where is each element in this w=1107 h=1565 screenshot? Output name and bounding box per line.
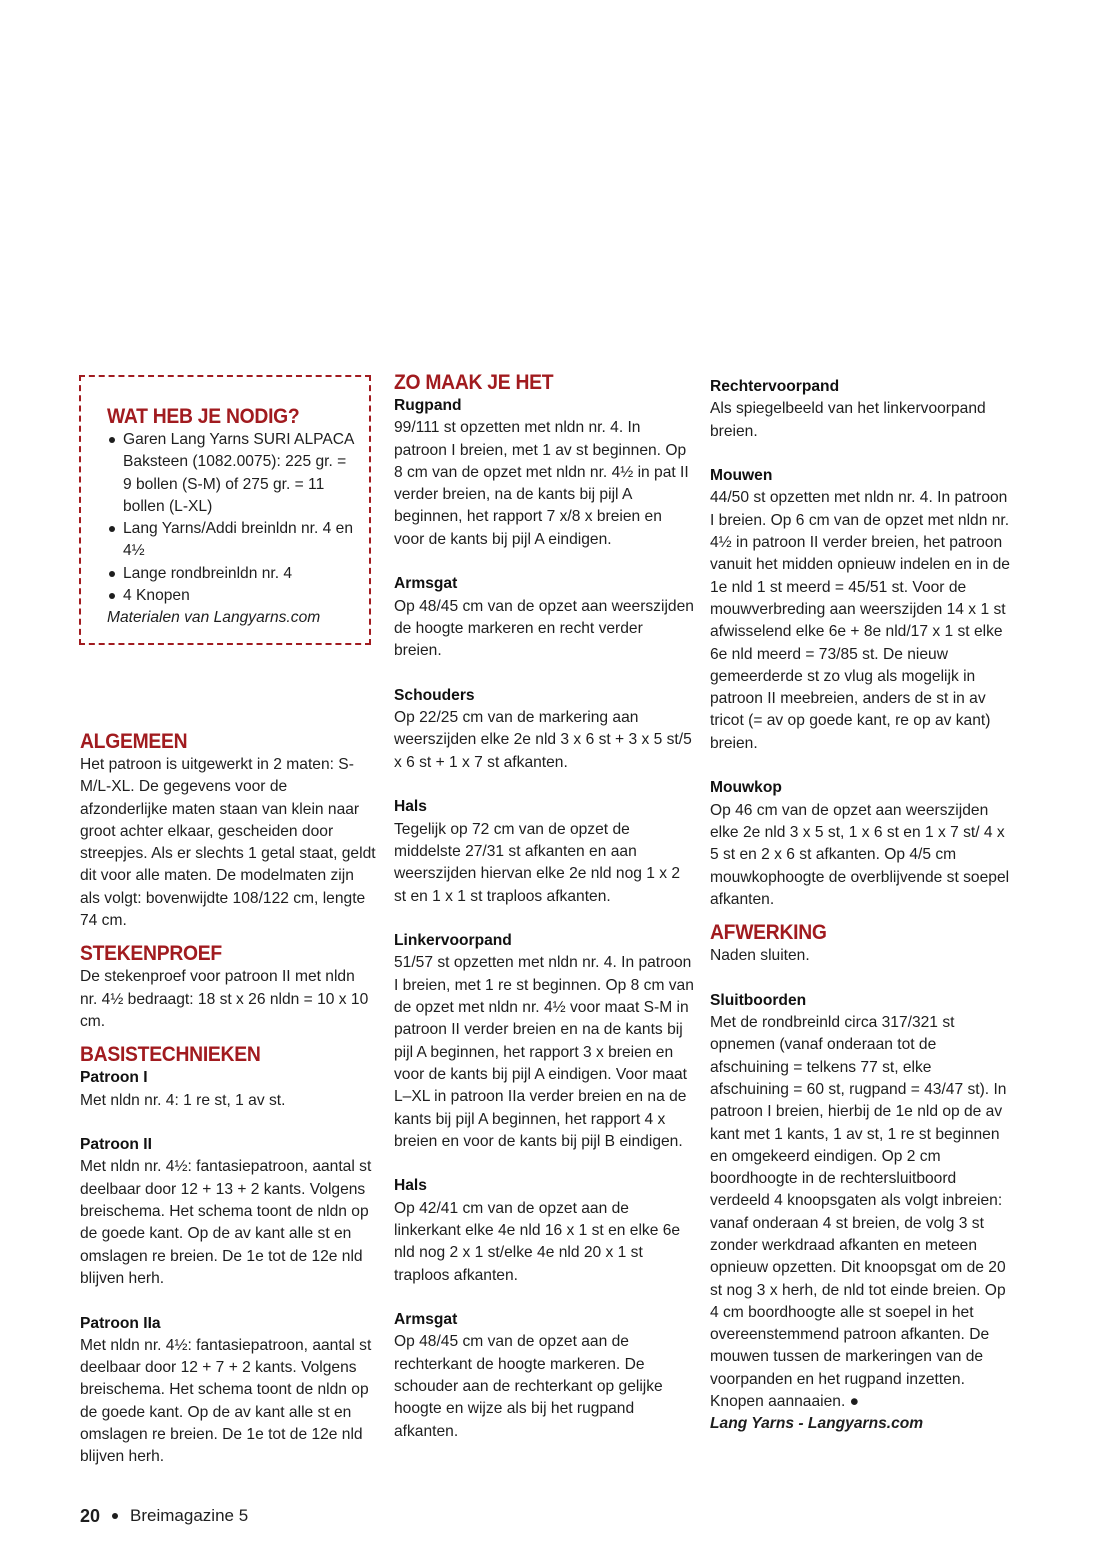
section-title-stekenproef: STEKENPROEF [80,942,222,966]
hals-text: Tegelijk op 72 cm van de opzet de middelste 27/31 st afkanten en aan weerszijden hiervan elke 2e nld nog 1 x 2 st en 1 x 1 st traploos afkanten. [394,820,681,905]
linkervoorpand-text: 51/57 st opzetten met nldn nr. 4. In patroon I breien, met 1 re st beginnen. Op 8 cm van de opzet met nldn nr. 4½ voor maat S-M in patroon II verder breien en na de kants bij pijl A beginnen, het rapport 3 x breien en voor de kants bij pijl A eindigen. Voor maat L–XL in patroon IIa verder breien en na de kants bij pijl A beginnen, het rapport 4 x breien en voor de kants bij pijl B eindigen. [394,954,694,1150]
materials-title: WAT HEB JE NODIG? [107,405,300,428]
materials-item: Lang Yarns/Addi breinldn nr. 4 en 4½ [107,518,359,563]
rugpand-text: 99/111 st opzetten met nldn nr. 4. In patroon I breien, met 1 av st beginnen. Op 8 cm van de opzet met nldn nr. 4½ in pat II verder breien, na de kants bij pijl A beginnen, het rapport 7 x/8 x breien en voor de kants bij pijl A eindigen. [394,419,689,548]
section-title-afwerking: AFWERKING [710,921,827,945]
page-number: 20 [80,1506,101,1526]
subheading-rechtervoorpand: Rechtervoorpand [710,378,840,395]
credit-line: Lang Yarns - Langyarns.com [710,1415,924,1433]
patroon-2a-text: Met nldn nr. 4½: fantasiepatroon, aantal st deelbaar door 12 + 7 + 2 kants. Volgens breischema. Het schema toont de nldn op de goede kant. Op de av kant alle st en omslagen re breien. De 1e tot de 12e nld blijven herh. [80,1336,372,1466]
subheading-hals: Hals [394,798,427,816]
subheading-sluitboorden: Sluitboorden [710,991,807,1009]
rechtervoorpand-text: Als spiegelbeeld van het linkervoorpand breien. [710,400,986,440]
page-footer [80,1505,248,1527]
materials-item: Lange rondbreinldn nr. 4 [107,563,359,585]
materials-note: Materialen van Langyarns.com [107,609,321,627]
subheading-patroon-2a: Patroon IIa [80,1314,161,1332]
subheading-armsgat: Armsgat [394,575,458,593]
subheading-mouwkop: Mouwkop [710,779,782,797]
section-title-basistechnieken: BASISTECHNIEKEN [80,1043,261,1067]
hals-voorpand-text: Op 42/41 cm van de opzet aan de linkerkant elke 4e nld 16 x 1 st en elke 6e nld nog 2 x 1 st/elke 4e nld 20 x 1 st traploos afkanten. [394,1199,681,1284]
bullet-separator-icon [112,1513,118,1519]
column-middle [394,371,694,1443]
patroon-2-text: Met nldn nr. 4½: fantasiepatroon, aantal st deelbaar door 12 + 13 + 2 kants. Volgens breischema. Het schema toont de nldn op de goede kant. Op de av kant alle st en omslagen re breien. De 1e tot de 12e nld blijven herh. [80,1158,372,1287]
stekenproef-text: De stekenproef voor patroon II met nldn nr. 4½ bedraagt: 18 st x 26 nldn = 10 x 10 cm. [80,968,369,1030]
schouders-text: Op 22/25 cm van de markering aan weerszijden elke 2e nld 3 x 6 st + 3 x 5 st/5 x 6 st + 1 x 7 st afkanten. [394,709,692,771]
column-left [80,730,376,1469]
materials-box [79,375,371,645]
subheading-linkervoorpand: Linkervoorpand [394,932,512,950]
materials-item: 4 Knopen [107,585,359,607]
armsgat-voorpand-text: Op 48/45 cm van de opzet aan de rechterkant de hoogte markeren. De schouder aan de rechterkant op gelijke hoogte en wijze als bij het rugpand afkanten. [394,1333,663,1440]
materials-item: Garen Lang Yarns SURI ALPACA Baksteen (1082.0075): 225 gr. = 9 bollen (S-M) of 275 gr. = 11 bollen (L-XL) [107,429,359,518]
mouwen-text: 44/50 st opzetten met nldn nr. 4. In patroon I breien. Op 6 cm van de opzet met nldn nr. 4½ in patroon II verder breien, het patroon vanuit het midden opnieuw indelen en in de 1e nld 1 st meerd = 45/51 st. Voor de mouwverbreding aan weerszijden 14 x 1 st afwisselend elke 6e + 8e nld/17 x 1 st elke 6e nld meerd = 73/85 st. De nieuw gemeerderde st zo vlug als mogelijk in patroon II meebreien, anders de st in av tricot (= av op goede kant, re op av kant) breien. [710,489,1010,752]
subheading-mouwen: Mouwen [710,467,773,485]
patroon-1-text: Met nldn nr. 4: 1 re st, 1 av st. [80,1091,286,1109]
armsgat-text: Op 48/45 cm van de opzet aan weerszijden de hoogte markeren en recht verder breien. [394,597,694,660]
magazine-name: Breimagazine 5 [130,1506,249,1525]
subheading-patroon-2: Patroon II [80,1136,152,1154]
mouwkop-text: Op 46 cm van de opzet aan weerszijden elke 2e nld 3 x 5 st, 1 x 6 st en 1 x 7 st/ 4 x 5 st en 2 x 6 st afkanten. Op 4/5 cm mouwkophoogte de overblijvende st soepel afkanten. [710,801,1010,908]
subheading-armsgat-voorpand: Armsgat [394,1311,458,1329]
column-right [710,376,1010,1436]
algemeen-text: Het patroon is uitgewerkt in 2 maten: S-M/L-XL. De gegevens voor de afzonderlijke maten staan van klein naar groot achter elkaar, gescheiden door streepjes. Als er slechts 1 getal staat, geldt dit voor alle maten. De modelmaten zijn als volgt: bovenwijdte 108/122 cm, lengte 74 cm. [80,756,376,930]
subheading-patroon-1: Patroon I [80,1069,148,1087]
subheading-hals-voorpand: Hals [394,1177,427,1195]
section-title-zo-maak-je-het: ZO MAAK JE HET [394,371,554,394]
subheading-schouders: Schouders [394,686,475,704]
sluitboorden-text: Met de rondbreinld circa 317/321 st opnemen (vanaf onderaan tot de afschuining = telkens 77 st, elke afschuining = 60 st, rugpand = 43/47 st). In patroon I breien, hierbij de 1e nld op de av kant met 1 kants, 1 av st, 1 re st beginnen en omgekeerd eindigen. Op 2 cm boordhoogte in de rechtersluitboord verdeeld 4 knoopsgaten als volgt inbreien: vanaf onderaan 4 st breien, de volg 3 st zonder werkdraad afkanten en meteen opnieuw opzetten. Dit knoopsgat om de 20 st nog 3 x herh, de nld tot einde breien. Op 4 cm boordhoogte alle st soepel in het overeenstemmend patroon afkanten. De mouwen tussen de markeringen van de voorpanden en het rugpand inzetten. Knopen aannaaien. ● [710,1014,1007,1411]
materials-list [107,429,359,607]
section-title-algemeen: ALGEMEEN [80,730,188,753]
afwerking-intro: Naden sluiten. [710,947,810,965]
subheading-rugpand: Rugpand [394,397,462,414]
